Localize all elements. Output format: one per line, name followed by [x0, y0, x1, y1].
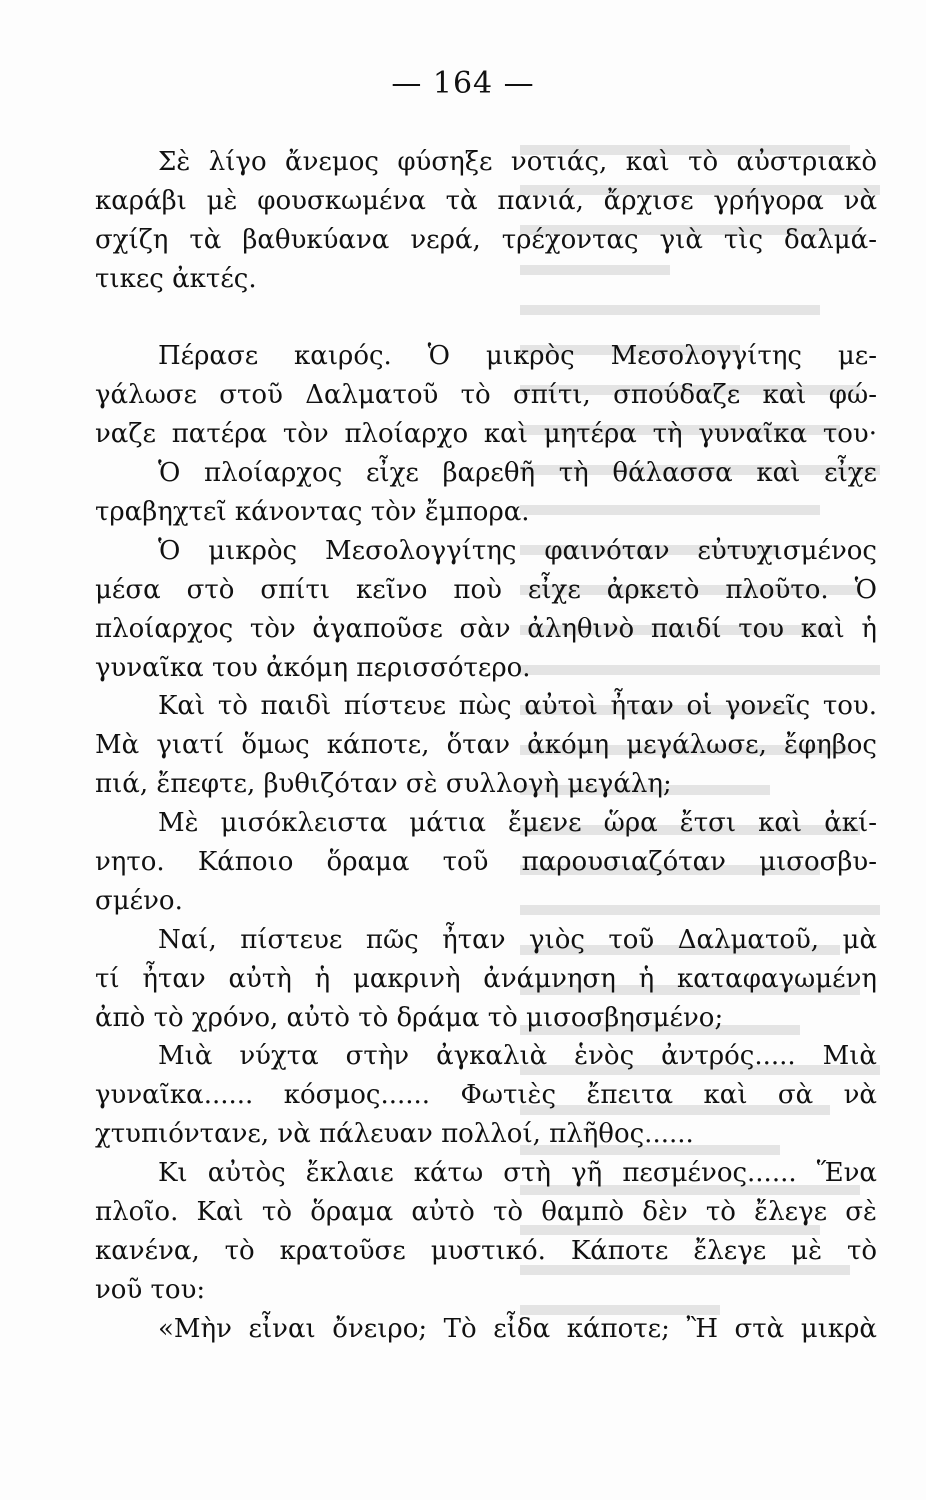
paragraph-gap: [95, 299, 877, 338]
text-line: νητο. Κάποιο ὅραμα τοῦ παρουσιαζόταν μισοσβυ-: [95, 847, 877, 878]
text-line: Ναί, πίστευε πῶς ἦταν γιὸς τοῦ Δαλματοῦ, μὰ: [158, 924, 877, 955]
text-line: πλοίαρχος τὸν ἀγαποῦσε σὰν ἀληθινὸ παιδί του καὶ ἡ: [95, 613, 877, 644]
text-line: κανένα, τὸ κρατοῦσε μυστικό. Κάποτε ἔλεγε μὲ τὸ: [95, 1235, 877, 1266]
text-line: ναζε πατέρα τὸν πλοίαρχο καὶ μητέρα τὴ γυναῖκα του·: [95, 419, 877, 450]
text-line: Μὲ μισόκλειστα μάτια ἔμενε ὥρα ἔτσι καὶ ἀκί-: [158, 808, 877, 839]
text-line: τικες ἀκτές.: [95, 263, 257, 294]
page-number: — 164 —: [391, 66, 535, 101]
text-line: νοῦ του:: [95, 1274, 206, 1305]
text-line: γυναῖκα...... κόσμος...... Φωτιὲς ἔπειτα καὶ σὰ νὰ: [95, 1080, 877, 1111]
text-line: πιά, ἔπεφτε, βυθιζόταν σὲ συλλογὴ μεγάλη;: [95, 769, 672, 800]
text-line: μέσα στὸ σπίτι κεῖνο ποὺ εἶχε ἀρκετὸ πλοῦτο. Ὁ: [95, 574, 877, 605]
text-line: ἀπὸ τὸ χρόνο, αὐτὸ τὸ δράμα τὸ μισοσβησμένο;: [95, 1002, 724, 1033]
text-line: Καὶ τὸ παιδὶ πίστευε πὼς αὐτοὶ ἦταν οἱ γονεῖς του.: [158, 691, 877, 722]
text-line: τραβηχτεῖ κάνοντας τὸν ἔμπορα.: [95, 497, 530, 528]
text-line: Ὁ μικρὸς Μεσολογγίτης φαινόταν εὐτυχισμένος: [158, 535, 877, 566]
text-line: Ὁ πλοίαρχος εἶχε βαρεθῆ τὴ θάλασσα καὶ εἶχε: [158, 458, 877, 489]
text-line: Σὲ λίγο ἄνεμος φύσηξε νοτιάς, καὶ τὸ αὐστριακὸ: [158, 147, 877, 177]
text-line: καράβι μὲ φουσκωμένα τὰ πανιά, ἄρχισε γρήγορα νὰ: [95, 185, 877, 216]
text-line: Πέρασε καιρός. Ὁ μικρὸς Μεσολογγίτης με-: [158, 341, 877, 372]
text-line: Μιὰ νύχτα στὴν ἀγκαλιὰ ἑνὸς ἀντρός..... Μιὰ: [158, 1041, 877, 1072]
text-line: γάλωσε στοῦ Δαλματοῦ τὸ σπίτι, σπούδαζε καὶ φώ-: [95, 380, 877, 411]
text-line: Μὰ γιατί ὅμως κάποτε, ὅταν ἀκόμη μεγάλωσε, ἔφηβος: [95, 730, 877, 761]
text-line: τί ἦταν αὐτὴ ἡ μακρινὴ ἀνάμνηση ἡ καταφαγωμένη: [95, 963, 877, 994]
text-line: χτυπιόντανε, νὰ πάλευαν πολλοί, πλῆθος......: [95, 1119, 694, 1150]
text-line: σμένο.: [95, 885, 183, 916]
text-line: πλοῖο. Καὶ τὸ ὅραμα αὐτὸ τὸ θαμπὸ δὲν τὸ ἔλεγε σὲ: [95, 1197, 877, 1228]
text-line: σχίζη τὰ βαθυκύανα νερά, τρέχοντας γιὰ τὶς δαλμά-: [95, 224, 877, 255]
body-text: [95, 143, 877, 1349]
text-line: «Μὴν εἶναι ὄνειρο; Τὸ εἶδα κάποτε; Ἢ στὰ μικρὰ: [158, 1313, 877, 1344]
text-line: γυναῖκα του ἀκόμη περισσότερο.: [95, 652, 531, 683]
text-line: Κι αὐτὸς ἔκλαιε κάτω στὴ γῆ πεσμένος...... Ἕνα: [158, 1158, 877, 1189]
